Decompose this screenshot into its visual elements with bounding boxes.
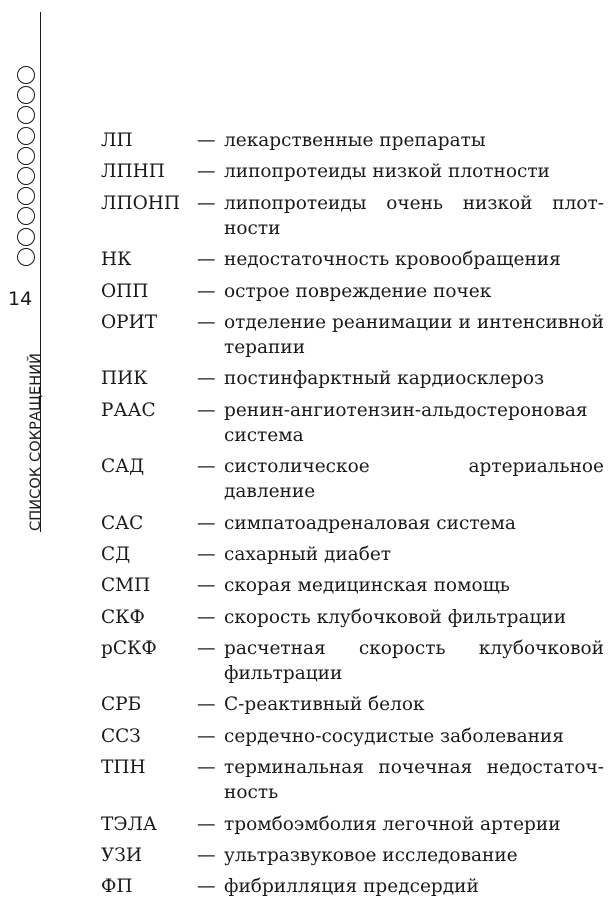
circle-icon <box>17 86 35 104</box>
abbreviation: САС <box>101 512 144 534</box>
dash: — <box>197 161 216 183</box>
circle-icon <box>17 66 35 84</box>
circle-icon <box>17 207 35 225</box>
definition: симпатоадреналовая система <box>224 512 516 534</box>
dash: — <box>197 813 216 835</box>
abbreviation: САД <box>101 456 145 478</box>
list-item <box>101 724 604 749</box>
list-item <box>101 279 604 304</box>
circle-icon <box>17 147 35 165</box>
list-item <box>101 573 604 598</box>
definition: сердечно-сосудистые заболевания <box>224 725 564 747</box>
dash: — <box>197 280 216 302</box>
list-item <box>101 874 604 899</box>
abbreviation: ССЗ <box>101 725 141 747</box>
abbreviation: ЛПОНП <box>101 192 181 214</box>
abbreviation: СКФ <box>101 606 145 628</box>
dash: — <box>197 368 216 390</box>
dash: — <box>197 638 216 660</box>
list-item <box>101 454 604 504</box>
list-item <box>101 636 604 686</box>
list-item <box>101 511 604 536</box>
abbreviation: НК <box>101 249 132 271</box>
list-item <box>101 247 604 272</box>
list-item <box>101 128 604 153</box>
abbreviation: ОРИТ <box>101 311 158 333</box>
abbreviation: ЛПНП <box>101 161 165 183</box>
list-item <box>101 692 604 717</box>
abbreviation: СРБ <box>101 694 142 716</box>
circle-icon <box>17 248 35 266</box>
definition: скорая медицинская помощь <box>224 575 510 597</box>
list-item <box>101 755 604 805</box>
abbreviation: ТЭЛА <box>101 813 157 835</box>
circle-icon <box>17 106 35 124</box>
circle-icon <box>17 187 35 205</box>
list-item <box>101 605 604 630</box>
definition: недостаточность кровообращения <box>224 249 561 271</box>
abbreviation-list <box>101 128 604 906</box>
list-item <box>101 812 604 837</box>
definition: систолическое артериальное давление <box>224 456 604 503</box>
definition: липопротеиды очень низкой плотности <box>224 192 604 239</box>
definition: постинфарктный кардиосклероз <box>224 368 545 390</box>
definition: ультразвуковое исследование <box>224 845 518 867</box>
circle-icon <box>17 167 35 185</box>
abbreviation: УЗИ <box>101 845 143 867</box>
dash: — <box>197 606 216 628</box>
definition: терминальная почечная недостаточность <box>224 757 604 804</box>
decorative-circles <box>17 66 39 268</box>
circle-icon <box>17 228 35 246</box>
list-item <box>101 191 604 241</box>
dash: — <box>197 757 216 779</box>
dash: — <box>197 876 216 898</box>
abbreviation: ОПП <box>101 280 149 302</box>
running-head: СПИСОК СОКРАЩЕНИЙ <box>28 352 44 531</box>
list-item <box>101 310 604 360</box>
definition: лекарственные препараты <box>224 130 486 151</box>
definition: липопротеиды низкой плотности <box>224 161 550 183</box>
list-item <box>101 542 604 567</box>
circle-icon <box>17 127 35 145</box>
abbreviation: РААС <box>101 399 156 421</box>
dash: — <box>197 399 216 421</box>
dash: — <box>197 456 216 478</box>
page-number: 14 <box>8 288 33 310</box>
dash: — <box>197 130 216 151</box>
abbreviation: рСКФ <box>101 638 157 660</box>
dash: — <box>197 575 216 597</box>
definition: ренин-ангиотензин-альдостероновая система <box>224 399 588 446</box>
dash: — <box>197 512 216 534</box>
list-item <box>101 398 604 448</box>
abbreviation: СД <box>101 543 131 565</box>
definition: тромбоэмболия легочной артерии <box>224 813 561 835</box>
dash: — <box>197 725 216 747</box>
dash: — <box>197 249 216 271</box>
dash: — <box>197 192 216 214</box>
dash: — <box>197 543 216 565</box>
dash: — <box>197 311 216 333</box>
list-item <box>101 159 604 184</box>
definition: расчетная скорость клубочковой фильтрации <box>224 638 604 685</box>
definition: фибрилляция предсердий <box>224 876 479 898</box>
abbreviation: ПИК <box>101 368 148 390</box>
abbreviation: ТПН <box>101 757 146 779</box>
list-item <box>101 843 604 868</box>
abbreviation: СМП <box>101 575 151 597</box>
definition: отделение реанимации и интенсивной терапии <box>224 311 604 358</box>
dash: — <box>197 694 216 716</box>
definition: сахарный диабет <box>224 543 392 565</box>
definition: С-реактивный белок <box>224 694 425 716</box>
definition: скорость клубочковой фильтрации <box>224 606 567 628</box>
abbreviation: ФП <box>101 876 133 898</box>
dash: — <box>197 845 216 867</box>
abbreviation: ЛП <box>101 130 133 151</box>
definition: острое повреждение почек <box>224 280 492 302</box>
list-item <box>101 366 604 391</box>
